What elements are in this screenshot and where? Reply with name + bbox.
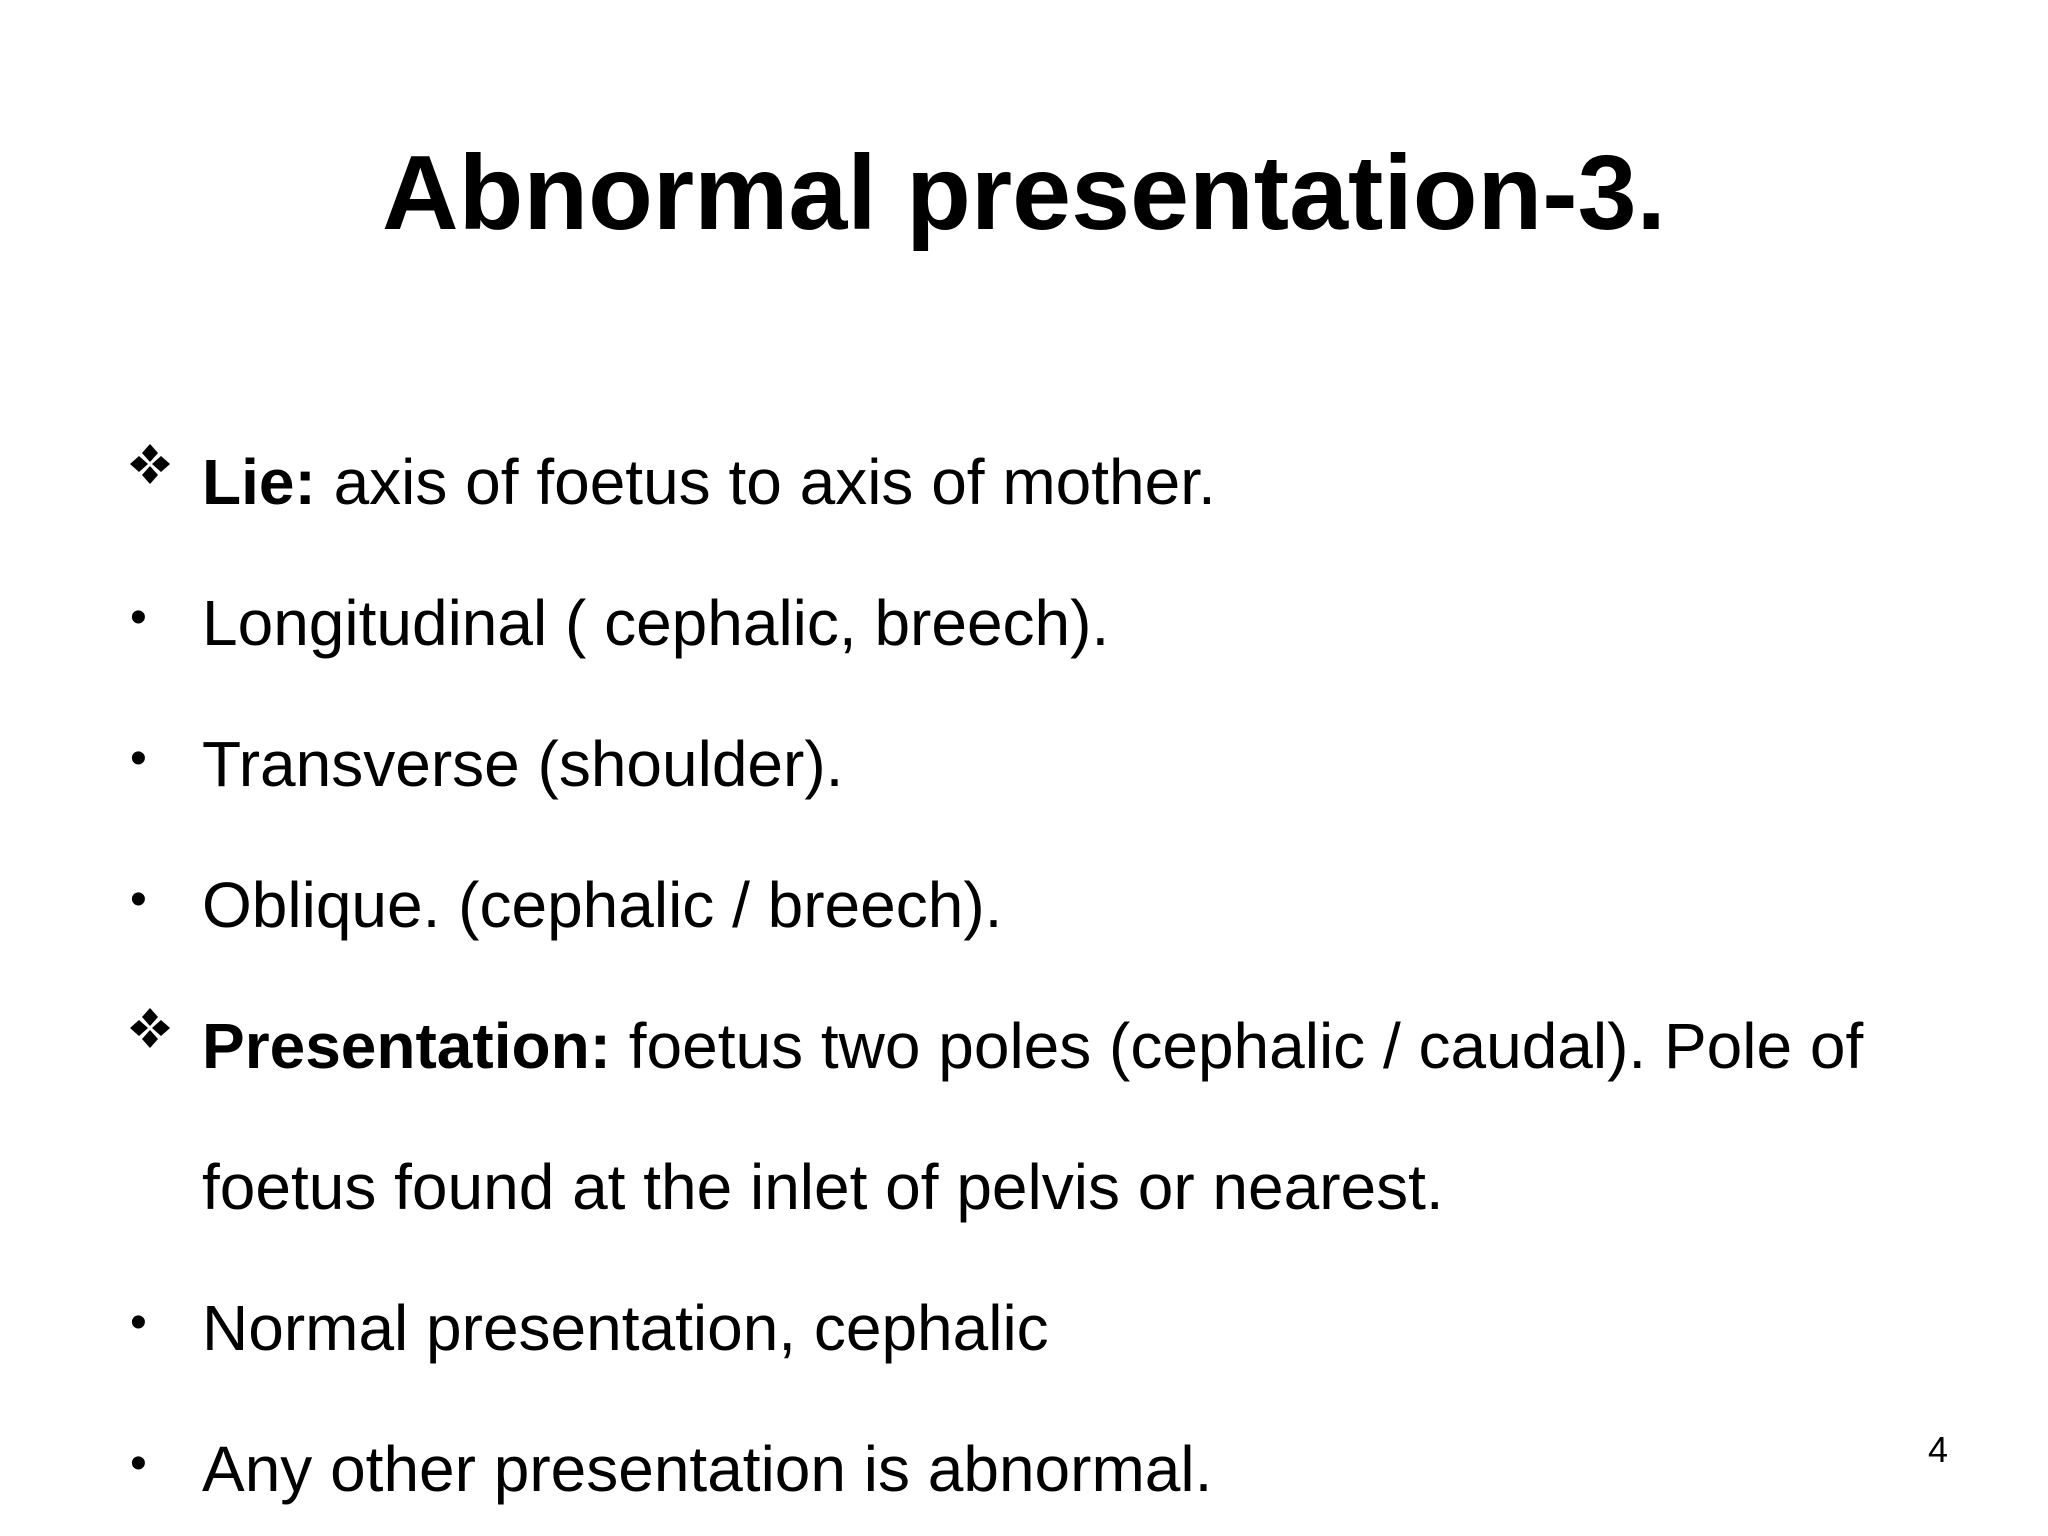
- list-item-presentation: [128, 976, 1948, 1258]
- list-item-lie: [128, 412, 1948, 553]
- item-text: Oblique. (cephalic / breech).: [202, 869, 1003, 941]
- item-text: axis of foetus to axis of mother.: [315, 446, 1216, 518]
- item-text: Transverse (shoulder).: [202, 728, 844, 800]
- bullet-list: [128, 412, 1948, 1536]
- slide-title: Abnormal presentation-3.: [382, 134, 1666, 252]
- list-item-oblique: [128, 835, 1948, 976]
- item-text: Any other presentation is abnormal.: [202, 1433, 1213, 1505]
- round-bullet-icon: •: [130, 873, 147, 926]
- list-item-longitudinal: [128, 553, 1948, 694]
- list-item-abnormal: [128, 1399, 1948, 1536]
- round-bullet-icon: •: [130, 732, 147, 785]
- item-text: Longitudinal ( cephalic, breech).: [202, 587, 1110, 659]
- item-label: Lie:: [202, 446, 316, 518]
- round-bullet-icon: •: [130, 1296, 147, 1349]
- round-bullet-icon: •: [130, 1437, 147, 1490]
- item-text: foetus two poles (cephalic / caudal). Pole of foetus found at the inlet of pelvis or nearest.: [202, 1010, 1864, 1223]
- list-item-normal-presentation: [128, 1258, 1948, 1399]
- item-label: Presentation:: [202, 1010, 611, 1082]
- round-bullet-icon: •: [130, 591, 147, 644]
- page-number: 4: [1927, 1429, 1948, 1470]
- item-text: Normal presentation, cephalic: [202, 1292, 1049, 1364]
- list-item-transverse: [128, 694, 1948, 835]
